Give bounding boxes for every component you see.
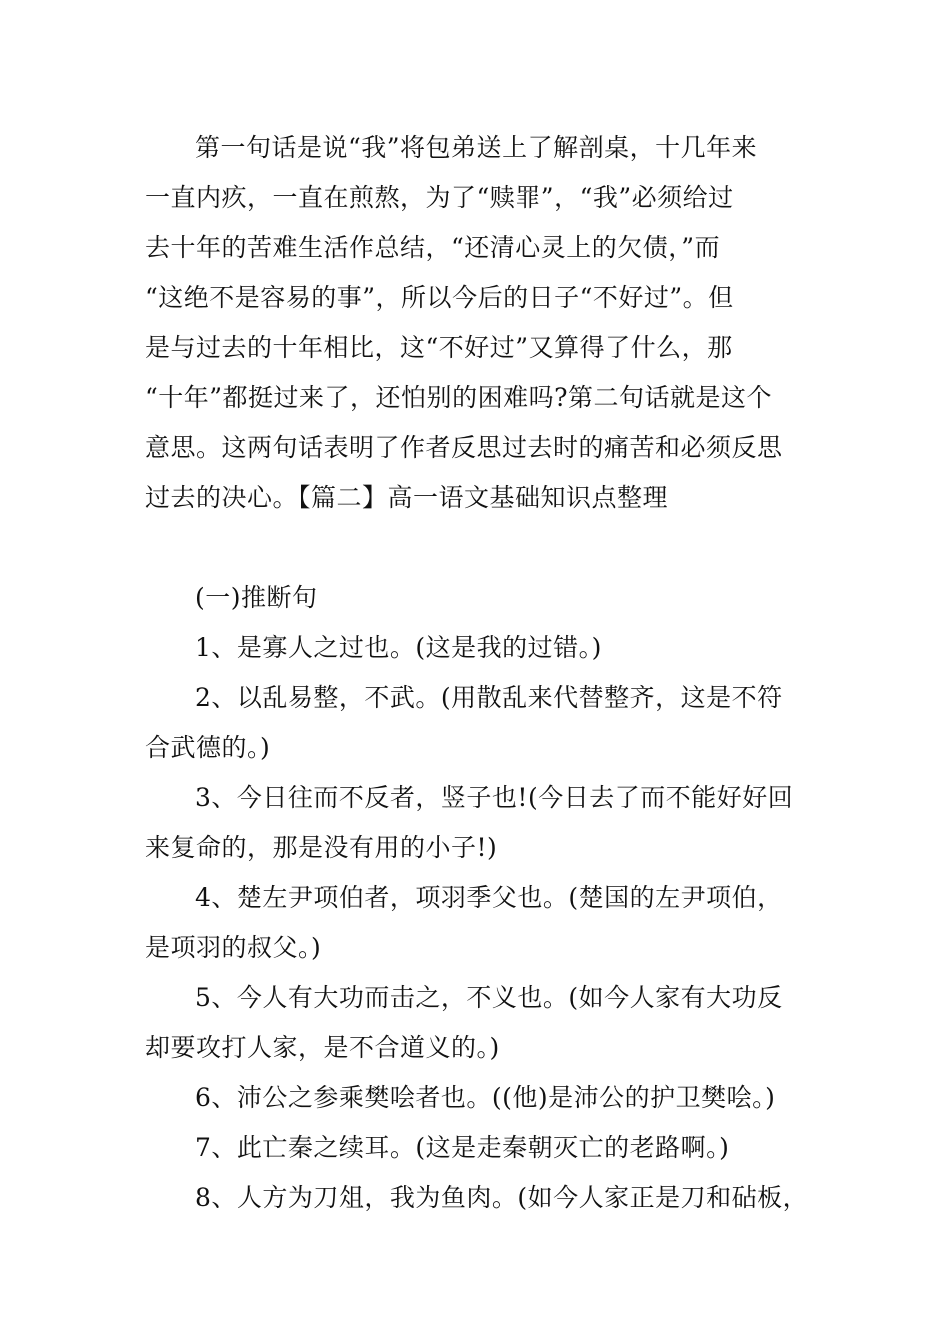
list-item: [145, 623, 810, 673]
text-line: 是与过去的十年相比，这“不好过”又算得了什么，那: [145, 333, 733, 362]
list-item: [145, 1073, 810, 1123]
text-line: 3、今日往而不反者，竖子也!(今日去了而不能好好回: [195, 783, 794, 812]
list-item: [145, 773, 810, 873]
text-line: 5、今人有大功而击之，不义也。(如今人家有大功反: [195, 983, 783, 1012]
section-heading-text: (一)推断句: [195, 583, 318, 612]
text-line: 过去的决心。【篇二】高一语文基础知识点整理: [145, 483, 669, 512]
text-line: 6、沛公之参乘樊哙者也。((他)是沛公的护卫樊哙。): [195, 1083, 776, 1112]
text-line: 合武德的。): [145, 733, 271, 762]
text-line: “这绝不是容易的事”，所以今后的日子“不好过”。但: [145, 283, 734, 312]
paragraph-intro: [145, 123, 810, 523]
list-item: [145, 873, 810, 973]
text-line: 7、此亡秦之续耳。(这是走秦朝灭亡的老路啊。): [195, 1133, 730, 1162]
text-line: 去十年的苦难生活作总结，“还清心灵上的欠债，”而: [145, 233, 721, 262]
list-item: [145, 1123, 810, 1173]
section-heading: [145, 573, 810, 623]
list-item: [145, 1173, 810, 1223]
text-line: 第一句话是说“我”将包弟送上了解剖桌，十几年来: [195, 133, 758, 162]
text-line: 8、人方为刀俎，我为鱼肉。(如今人家正是刀和砧板，: [195, 1183, 809, 1212]
text-line: “十年”都挺过来了，还怕别的困难吗?第二句话就是这个: [145, 383, 772, 412]
text-line: 是项羽的叔父。): [145, 933, 322, 962]
text-line: 意思。这两句话表明了作者反思过去时的痛苦和必须反思: [145, 433, 783, 462]
text-line: 2、以乱易整，不武。(用散乱来代替整齐，这是不符: [195, 683, 783, 712]
text-line: 1、是寡人之过也。(这是我的过错。): [195, 633, 602, 662]
text-line: 4、楚左尹项伯者，项羽季父也。(楚国的左尹项伯，: [195, 883, 783, 912]
text-line: 一直内疚，一直在煎熬，为了“赎罪”，“我”必须给过: [145, 183, 734, 212]
text-line: 却要攻打人家，是不合道义的。): [145, 1033, 500, 1062]
list-item: [145, 673, 810, 773]
text-line: 来复命的，那是没有用的小子!): [145, 833, 498, 862]
list-item: [145, 973, 810, 1073]
